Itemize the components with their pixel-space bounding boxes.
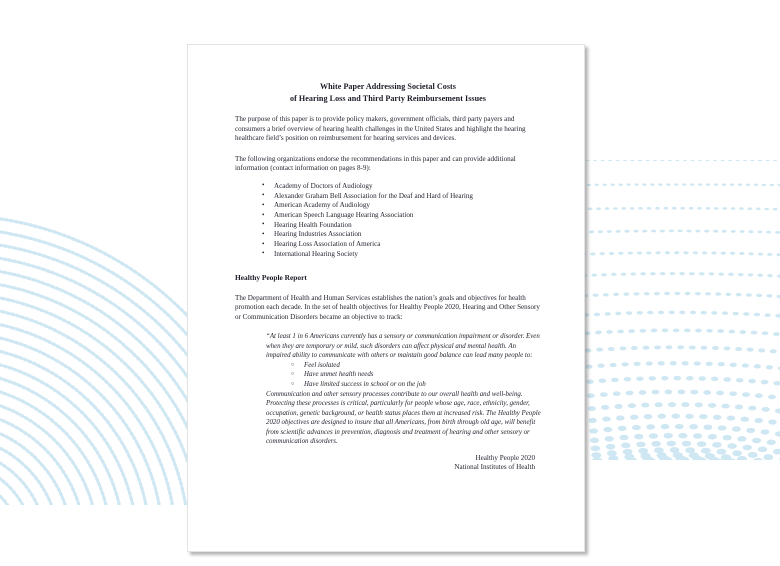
- list-item: • Alexander Graham Bell Association for the Deaf and Hard of Hearing: [262, 192, 541, 202]
- page-content: [235, 81, 541, 473]
- list-item: ○ Have limited success in school or on the job: [291, 380, 541, 390]
- halftone-dot-grid-decoration: [575, 160, 780, 460]
- list-item: ○ Feel isolated: [291, 361, 541, 371]
- document-page: [187, 44, 585, 552]
- quote-intro: “At least 1 in 6 Americans currently has a sensory or communication impairment or disorder. Even when they are temporary or mild, such disorders can affect physical and mental health. An impaired ability to communicate with others or maintain good balance can lead many people to:: [266, 333, 540, 360]
- section-heading: Healthy People Report: [235, 272, 307, 282]
- section-paragraph: The Department of Health and Human Services establishes the nation’s goals and objectives for health promotion each decade. In the set of health objectives for Healthy People 2020, Hearing and Other Sensory or Communication Disorders became an objective to track:: [235, 293, 540, 321]
- list-item: • Hearing Health Foundation: [262, 221, 541, 231]
- attribution-line-1: Healthy People 2020: [475, 453, 535, 462]
- organization-list: [235, 182, 541, 260]
- page-title: [235, 81, 541, 104]
- list-item: • American Academy of Audiology: [262, 201, 541, 211]
- quote-attribution: [266, 454, 541, 473]
- page-title-line-2: of Hearing Loss and Third Party Reimbursement Issues: [289, 93, 487, 103]
- list-item: • American Speech Language Hearing Association: [262, 211, 541, 221]
- endorsement-paragraph: The following organizations endorse the recommendations in this paper and can provide additional information (contact information on pages 8-9):: [235, 154, 516, 173]
- list-item: • Hearing Industries Association: [262, 230, 541, 240]
- page-title-line-1: White Paper Addressing Societal Costs: [319, 82, 456, 91]
- quote-bullet-list: [266, 361, 541, 390]
- attribution-line-2: National Institutes of Health: [454, 463, 535, 472]
- block-quote: [235, 332, 541, 473]
- list-item: ○ Have unmet health needs: [291, 370, 541, 380]
- quote-tail: Communication and other sensory processes contribute to our overall health and well-being. Protecting these processes is critical, particularly for people whose age, race, ethnicity, gender, occupation, genetic background, or health status places them at increased risk. The Healthy People 2020 objectives are designed to insure that all Americans, from birth through old age, will benefit from scientific advances in prevention, diagnosis and treatment of hearing and other sensory or communication disorders.: [266, 390, 541, 446]
- intro-paragraph: The purpose of this paper is to provide policy makers, government officials, third party payers and consumers a brief overview of hearing health challenges in the United States and highlight the hearing healthcare field’s position on reimbursement for hearing services and devices.: [235, 115, 526, 143]
- list-item: • Hearing Loss Association of America: [262, 240, 541, 250]
- list-item: • International Hearing Society: [262, 250, 541, 260]
- list-item: • Academy of Doctors of Audiology: [262, 182, 541, 192]
